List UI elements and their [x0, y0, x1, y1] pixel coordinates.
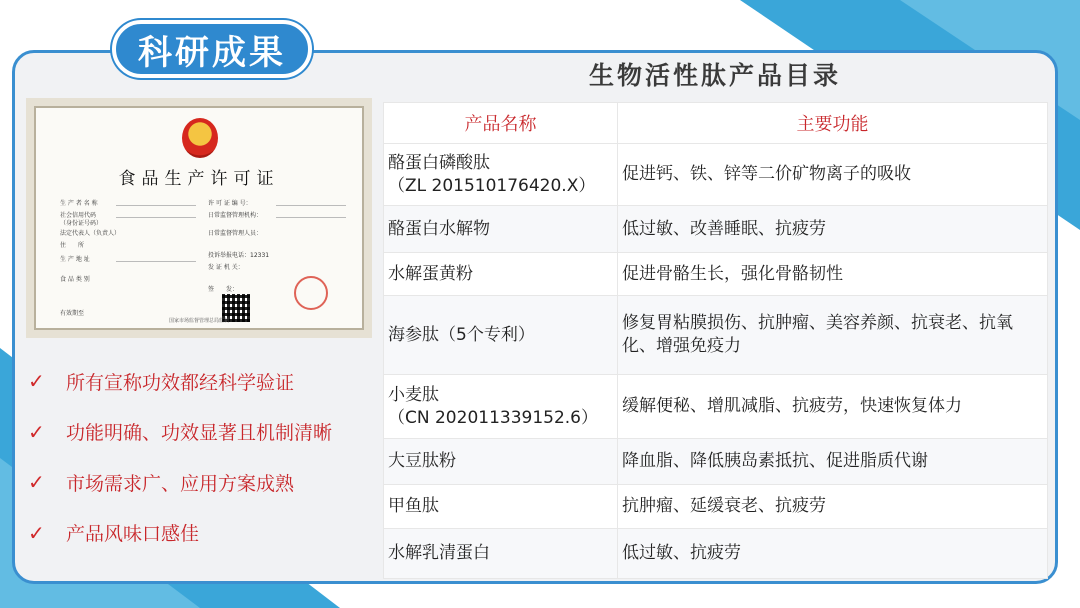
product-function-cell: 低过敏、改善睡眠、抗疲劳 [618, 206, 1048, 253]
product-function-cell: 抗肿瘤、延缓衰老、抗疲劳 [618, 485, 1048, 529]
cert-field: 法定代表人（负责人） [60, 230, 121, 237]
bullet-text: 功能明确、功效显著且机制清晰 [66, 422, 333, 445]
table-row [384, 485, 1048, 529]
cert-line [276, 205, 346, 206]
check-icon: ✓ [28, 369, 45, 394]
cert-right-field: 发 证 机 关： [208, 264, 244, 271]
product-name: 酪蛋白磷酸肽 [388, 152, 490, 173]
product-function-cell: 低过敏、抗疲劳 [618, 529, 1048, 579]
product-name-cell: 水解蛋黄粉 [384, 253, 618, 296]
cert-right-field: 投诉举报电话：12331 [208, 252, 270, 259]
product-name-cell [384, 144, 618, 206]
product-function-cell: 修复胃粘膜损伤、抗肿瘤、美容养颜、抗衰老、抗氧化、增强免疫力 [618, 296, 1048, 375]
cert-line [116, 205, 196, 206]
cert-right-field: 签 发： [208, 286, 239, 293]
cert-field: 住 所 [60, 242, 85, 249]
cert-line [116, 261, 196, 262]
cert-right-field: 日常监督管理人员： [208, 230, 263, 237]
check-icon: ✓ [28, 470, 45, 495]
table-row [384, 296, 1048, 375]
column-header-main-function: 主要功能 [618, 103, 1048, 144]
table-row [384, 375, 1048, 439]
product-name-cell: 大豆肽粉 [384, 439, 618, 485]
product-name-cell: 水解乳清蛋白 [384, 529, 618, 579]
cert-field: 生 产 地 址 [60, 256, 90, 263]
cert-field: 食 品 类 别 [60, 276, 90, 283]
national-emblem-icon [182, 118, 218, 158]
food-production-license-certificate [26, 98, 372, 338]
bullet-item [28, 356, 332, 407]
table-header-row [384, 103, 1048, 144]
product-function-cell: 降血脂、降低胰岛素抵抗、促进脂质代谢 [618, 439, 1048, 485]
certificate-inner [34, 106, 364, 330]
bullet-text: 市场需求广、应用方案成熟 [66, 472, 295, 495]
table-title: 生物活性肽产品目录 [588, 61, 841, 90]
official-seal-icon [294, 276, 328, 310]
cert-line [116, 217, 196, 218]
product-name-cell: 海参肽（5个专利） [384, 296, 618, 375]
cert-valid-label: 有效期至 [60, 310, 85, 317]
cert-right-field: 许 可 证 编 号： [208, 200, 252, 207]
product-function-cell: 缓解便秘、增肌减脂、抗疲劳，快速恢复体力 [618, 375, 1048, 439]
feature-bullet-list [28, 356, 332, 558]
table-row [384, 206, 1048, 253]
section-title-badge: 科研成果 [112, 20, 312, 78]
product-name-cell [384, 375, 618, 439]
table-row [384, 253, 1048, 296]
cert-field: 生 产 者 名 称 [60, 200, 98, 207]
cert-field: 社会信用代码 [60, 212, 97, 219]
product-name: 小麦肽 [388, 384, 439, 405]
product-patent: （CN 202011339152.6） [388, 407, 599, 428]
certificate-title: 食品生产许可证 [118, 169, 280, 189]
product-function-cell: 促进钙、铁、锌等二价矿物离子的吸收 [618, 144, 1048, 206]
cert-field: （身份证号码） [60, 220, 103, 227]
table-row [384, 144, 1048, 206]
certificate-footer: 国家市场监督管理总局监制 [168, 318, 229, 324]
bullet-text: 产品风味口感佳 [66, 523, 200, 546]
product-name-cell: 酪蛋白水解物 [384, 206, 618, 253]
bullet-text: 所有宣称功效都经科学验证 [66, 371, 295, 394]
bullet-item [28, 508, 332, 559]
bullet-item [28, 407, 332, 458]
check-icon: ✓ [28, 419, 45, 444]
cert-line [276, 217, 346, 218]
bullet-item [28, 457, 332, 508]
product-name-cell: 甲鱼肽 [384, 485, 618, 529]
check-icon: ✓ [28, 520, 45, 545]
product-function-cell: 促进骨骼生长，强化骨骼韧性 [618, 253, 1048, 296]
column-header-product-name: 产品名称 [384, 103, 618, 144]
table-row [384, 439, 1048, 485]
cert-right-field: 日常监督管理机构： [208, 212, 263, 219]
product-catalog-table [383, 102, 1048, 579]
table-row [384, 529, 1048, 579]
product-patent: （ZL 201510176420.X） [388, 175, 596, 196]
